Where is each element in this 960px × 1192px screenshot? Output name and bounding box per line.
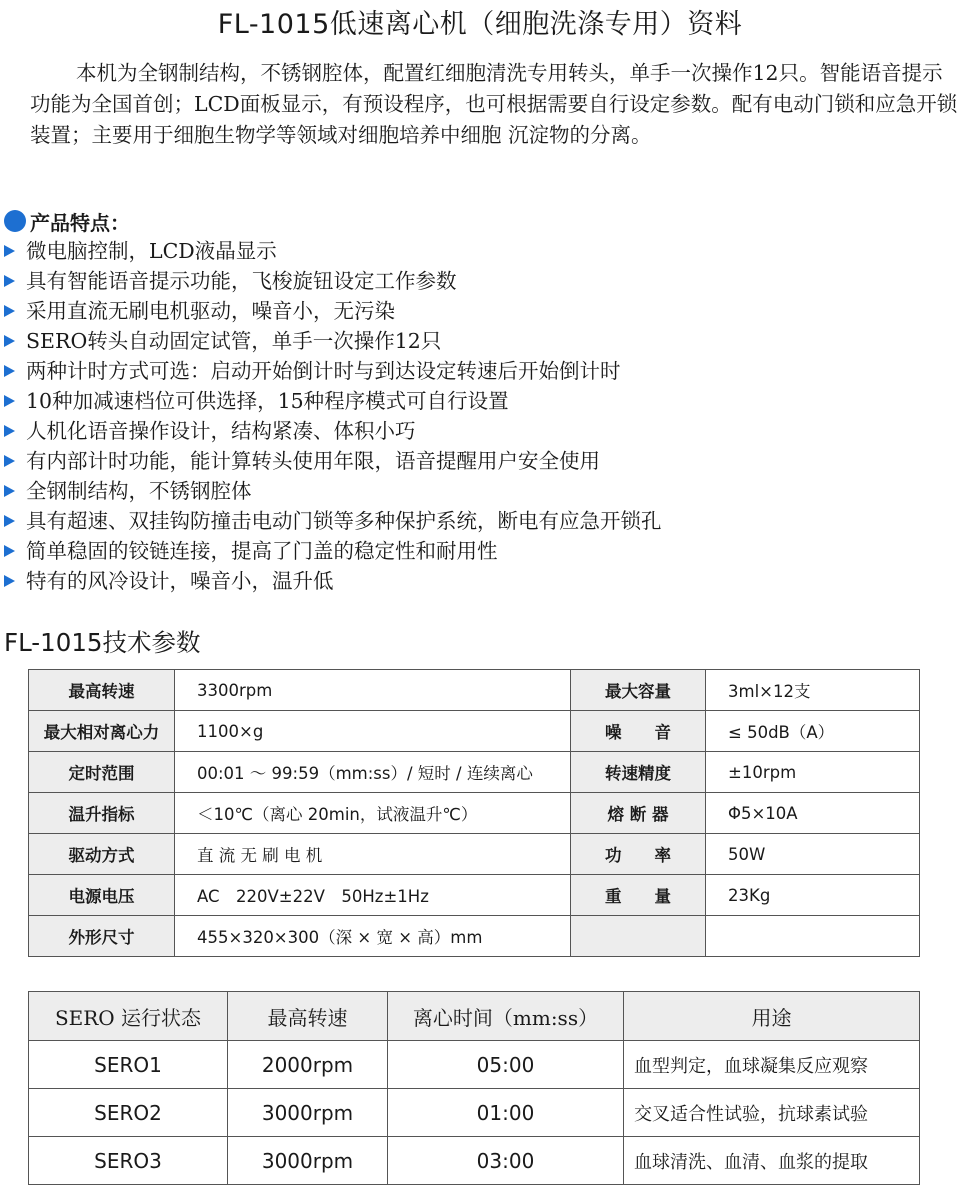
spec-value: ±10rpm bbox=[706, 752, 920, 793]
sero-state: SERO2 bbox=[29, 1089, 228, 1137]
intro-paragraph: 本机为全钢制结构，不锈钢腔体，配置红细胞清洗专用转头，单手一次操作12只。智能语音提示功能为全国首创；LCD面板显示，有预设程序，也可根据需要自行设定参数。配有电动门锁和应急开锁装置；主要用于细胞生物学等领域对细胞培养中细胞 沉淀物的分离。 bbox=[30, 61, 958, 147]
spec-value: 23Kg bbox=[706, 875, 920, 916]
spec-value: 455×320×300（深 × 宽 × 高）mm bbox=[175, 916, 571, 957]
spec-label: 定时范围 bbox=[29, 752, 175, 793]
triangle-bullet-icon bbox=[4, 425, 15, 437]
list-item: 人机化语音操作设计，结构紧凑、体积小巧 bbox=[4, 416, 662, 446]
sero-use: 交叉适合性试验，抗球素试验 bbox=[624, 1089, 920, 1137]
sero-time: 03:00 bbox=[388, 1137, 624, 1185]
spec-value: ≤ 50dB（A） bbox=[706, 711, 920, 752]
table-row bbox=[29, 834, 920, 875]
spec-label: 电源电压 bbox=[29, 875, 175, 916]
spec-value: AC 220V±22V 50Hz±1Hz bbox=[175, 875, 571, 916]
sero-state: SERO3 bbox=[29, 1137, 228, 1185]
triangle-bullet-icon bbox=[4, 515, 15, 527]
specs-heading: FL-1015技术参数 bbox=[4, 628, 201, 657]
spec-value bbox=[706, 916, 920, 957]
specs-table bbox=[28, 669, 920, 957]
triangle-bullet-icon bbox=[4, 575, 15, 587]
triangle-bullet-icon bbox=[4, 245, 15, 257]
table-row bbox=[29, 752, 920, 793]
spec-label: 功 率 bbox=[571, 834, 706, 875]
table-header-row bbox=[29, 992, 920, 1041]
column-header: 最高转速 bbox=[228, 992, 388, 1041]
spec-label: 最高转速 bbox=[29, 670, 175, 711]
list-item: 特有的风冷设计，噪音小，温升低 bbox=[4, 566, 662, 596]
triangle-bullet-icon bbox=[4, 305, 15, 317]
spec-label: 最大相对离心力 bbox=[29, 711, 175, 752]
sero-state: SERO1 bbox=[29, 1041, 228, 1089]
sero-time: 01:00 bbox=[388, 1089, 624, 1137]
triangle-bullet-icon bbox=[4, 335, 15, 347]
table-row bbox=[29, 670, 920, 711]
page-title: FL-1015低速离心机（细胞洗涤专用）资料 bbox=[217, 9, 743, 40]
spec-value: Φ5×10A bbox=[706, 793, 920, 834]
bullet-dot-icon bbox=[4, 210, 26, 232]
spec-value: 3300rpm bbox=[175, 670, 571, 711]
list-item: 两种计时方式可选：启动开始倒计时与到达设定转速后开始倒计时 bbox=[4, 356, 662, 386]
triangle-bullet-icon bbox=[4, 275, 15, 287]
spec-value: 00:01 ～ 99:59（mm:ss）/ 短时 / 连续离心 bbox=[175, 752, 571, 793]
spec-label: 熔 断 器 bbox=[571, 793, 706, 834]
list-item: 具有智能语音提示功能，飞梭旋钮设定工作参数 bbox=[4, 266, 662, 296]
spec-label: 驱动方式 bbox=[29, 834, 175, 875]
spec-label: 最大容量 bbox=[571, 670, 706, 711]
list-item: 简单稳固的铰链连接，提高了门盖的稳定性和耐用性 bbox=[4, 536, 662, 566]
table-row bbox=[29, 711, 920, 752]
table-row bbox=[29, 1041, 920, 1089]
triangle-bullet-icon bbox=[4, 485, 15, 497]
sero-table bbox=[28, 991, 920, 1185]
sero-use: 血球清洗、血清、血浆的提取 bbox=[624, 1137, 920, 1185]
list-item: 微电脑控制，LCD液晶显示 bbox=[4, 236, 662, 266]
list-item: 采用直流无刷电机驱动，噪音小，无污染 bbox=[4, 296, 662, 326]
column-header: SERO 运行状态 bbox=[29, 992, 228, 1041]
features-list bbox=[4, 236, 662, 596]
spec-value: ＜10℃（离心 20min，试液温升℃） bbox=[175, 793, 571, 834]
sero-speed: 3000rpm bbox=[228, 1137, 388, 1185]
sero-speed: 3000rpm bbox=[228, 1089, 388, 1137]
spec-value: 直 流 无 刷 电 机 bbox=[175, 834, 571, 875]
spec-label: 重 量 bbox=[571, 875, 706, 916]
table-row bbox=[29, 875, 920, 916]
triangle-bullet-icon bbox=[4, 395, 15, 407]
spec-label: 转速精度 bbox=[571, 752, 706, 793]
features-heading bbox=[4, 206, 130, 236]
column-header: 离心时间（mm:ss） bbox=[388, 992, 624, 1041]
spec-value: 1100×g bbox=[175, 711, 571, 752]
spec-value: 50W bbox=[706, 834, 920, 875]
table-row bbox=[29, 916, 920, 957]
list-item: 全钢制结构，不锈钢腔体 bbox=[4, 476, 662, 506]
list-item: 具有超速、双挂钩防撞击电动门锁等多种保护系统，断电有应急开锁孔 bbox=[4, 506, 662, 536]
column-header: 用途 bbox=[624, 992, 920, 1041]
table-row bbox=[29, 793, 920, 834]
spec-label: 温升指标 bbox=[29, 793, 175, 834]
table-row bbox=[29, 1089, 920, 1137]
spec-label: 噪 音 bbox=[571, 711, 706, 752]
table-row bbox=[29, 1137, 920, 1185]
spec-label: 外形尺寸 bbox=[29, 916, 175, 957]
spec-value: 3ml×12支 bbox=[706, 670, 920, 711]
list-item: 10种加减速档位可供选择，15种程序模式可自行设置 bbox=[4, 386, 662, 416]
triangle-bullet-icon bbox=[4, 545, 15, 557]
list-item: 有内部计时功能，能计算转头使用年限，语音提醒用户安全使用 bbox=[4, 446, 662, 476]
spec-label bbox=[571, 916, 706, 957]
list-item: SERO转头自动固定试管，单手一次操作12只 bbox=[4, 326, 662, 356]
triangle-bullet-icon bbox=[4, 455, 15, 467]
sero-time: 05:00 bbox=[388, 1041, 624, 1089]
sero-use: 血型判定，血球凝集反应观察 bbox=[624, 1041, 920, 1089]
features-heading-label: 产品特点： bbox=[30, 210, 130, 235]
sero-speed: 2000rpm bbox=[228, 1041, 388, 1089]
triangle-bullet-icon bbox=[4, 365, 15, 377]
